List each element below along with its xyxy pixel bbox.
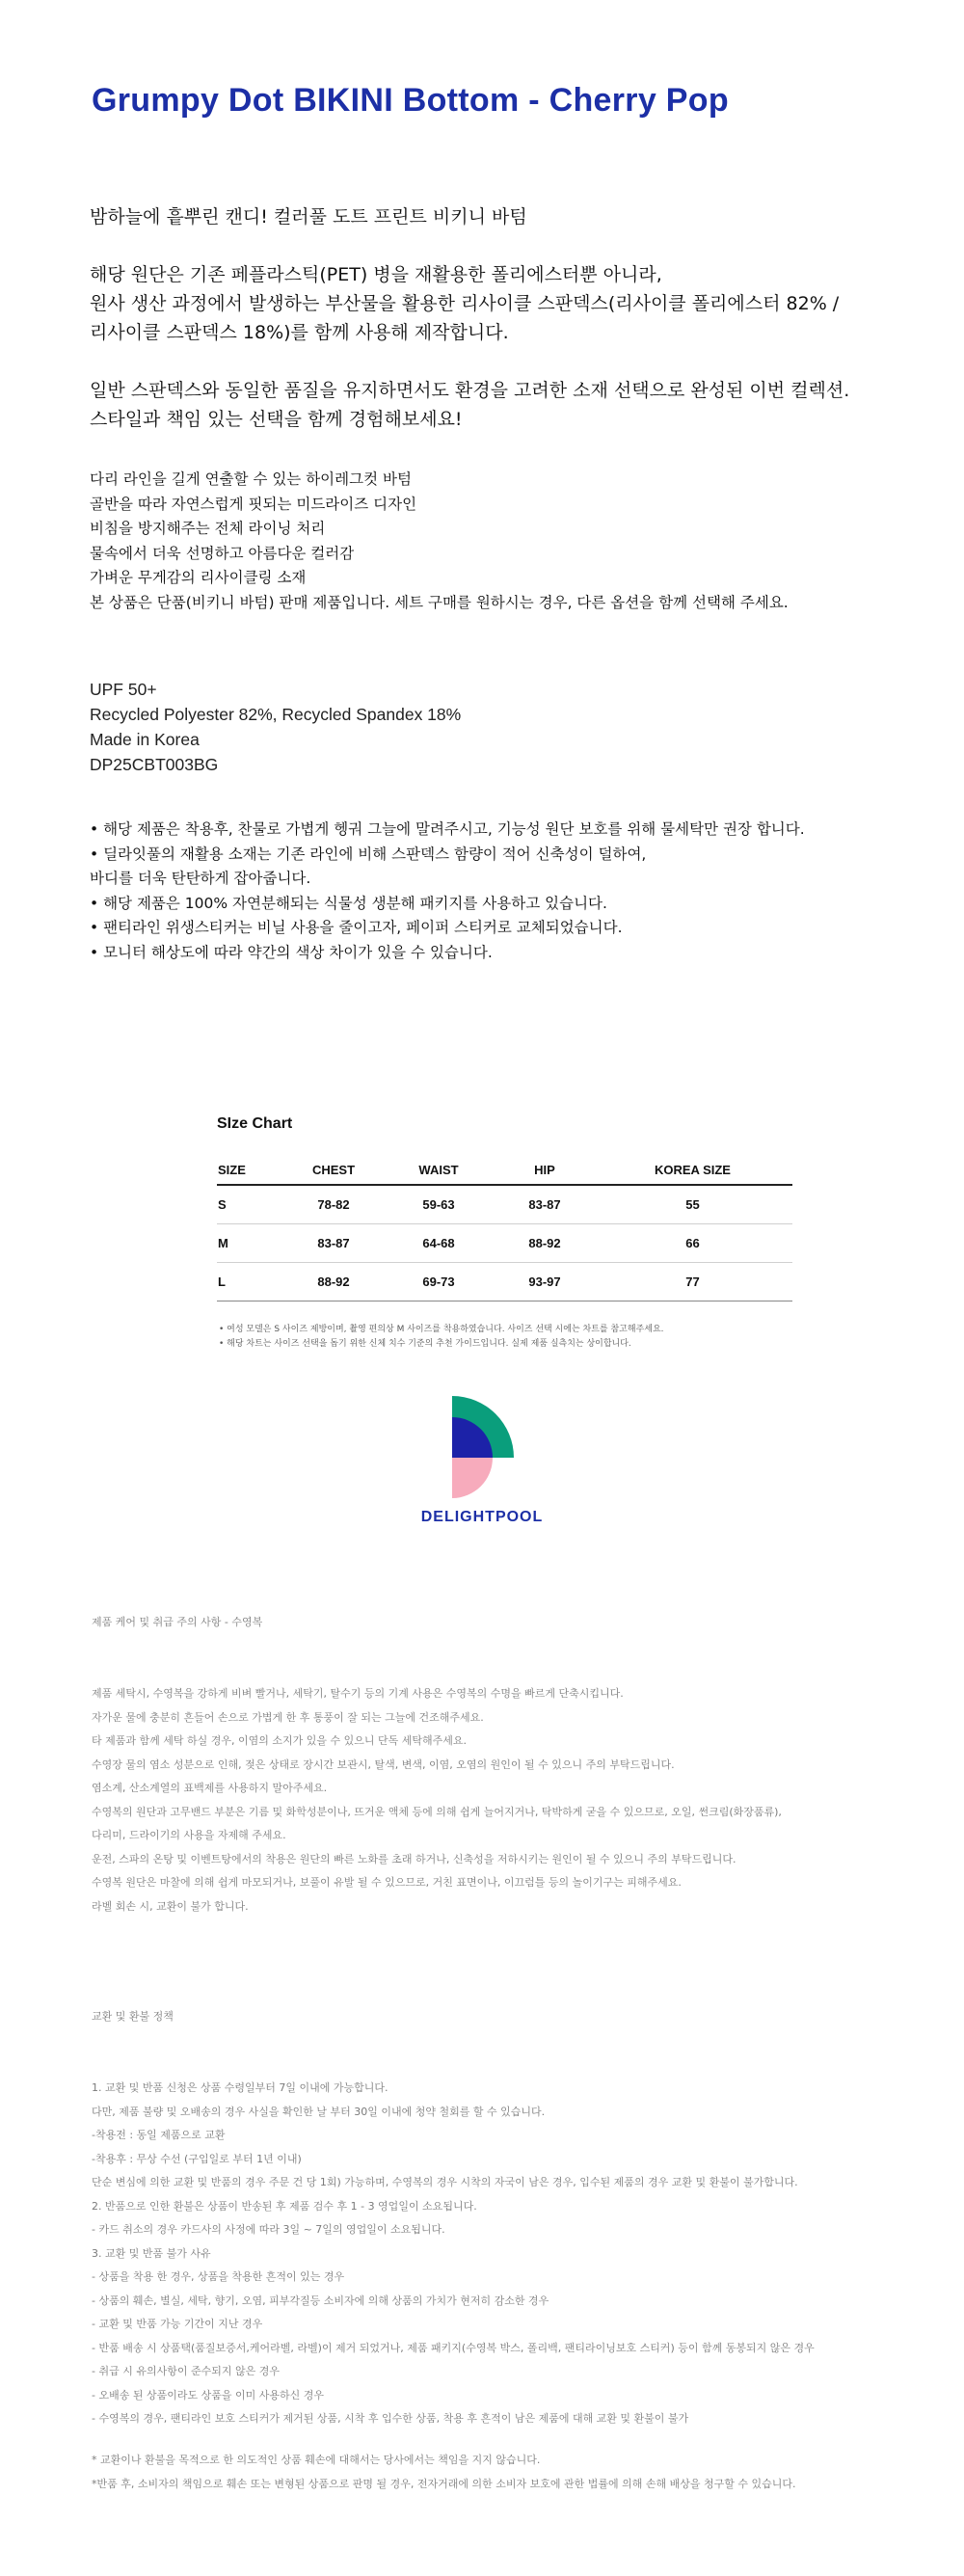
care-line: 자가운 물에 충분히 흔들어 손으로 가볍게 한 후 통풍이 잘 되는 그늘에 건조해주세요. (92, 1710, 484, 1724)
policy-line: - 카드 취소의 경우 카드사의 사정에 따라 3일 ~ 7일의 영업일이 소요됩니다. (92, 2223, 445, 2236)
feature-item: 가벼운 무게감의 리사이클링 소재 (90, 569, 307, 586)
feature-list (90, 468, 938, 615)
feature-item: 본 상품은 단품(비키니 바텀) 판매 제품입니다. 세트 구매를 원하시는 경우, 다른 옵션을 함께 선택해 주세요. (90, 593, 789, 611)
table-row (217, 1185, 792, 1224)
policy-line: - 반품 배송 시 상품택(품질보증서,케어라벨, 라벨)이 제거 되었거나, 제품 패키지(수영복 박스, 폴리백, 팬티라이닝보호 스티커) 등이 함께 동봉되지 않은 경우 (92, 2341, 815, 2354)
intro-paragraph-2 (90, 376, 938, 434)
care-line: 타 제품과 함께 세탁 하실 경우, 이염의 소지가 있을 수 있으니 단독 세탁해주세요. (92, 1734, 467, 1747)
policy-line: 단순 변심에 의한 교환 및 반품의 경우 주문 건 당 1회) 가능하며, 수영복의 경우 시착의 자국이 남은 경우, 입수된 제품의 경우 교환 및 환불이 불가합니다. (92, 2176, 798, 2188)
spec-item: UPF 50+ (90, 680, 157, 699)
feature-item: 골반을 따라 자연스럽게 핏되는 미드라이즈 디자인 (90, 495, 417, 513)
policy-lines (92, 2077, 940, 2431)
policy-line: -착용전 : 동일 제품으로 교환 (92, 2129, 226, 2141)
policy-heading-block (92, 2005, 940, 2029)
table-cell: 83-87 (286, 1224, 381, 1263)
care-heading-block (92, 1611, 940, 1635)
care-line: 수영복의 원단과 고무밴드 부분은 기름 및 화학성분이나, 뜨거운 액체 등에 의해 쉽게 늘어지거나, 탁박하게 굳을 수 있으므로, 오일, 썬크림(화장품류), (92, 1805, 782, 1818)
policy-heading: 교환 및 환불 정책 (92, 2010, 174, 2023)
intro-line: 해당 원단은 기존 페플라스틱(PET) 병을 재활용한 폴리에스터뿐 아니라, (90, 264, 662, 285)
size-chart-header-row (217, 1155, 792, 1185)
policy-footnote: * 교환이나 환불을 목적으로 한 의도적인 상품 훼손에 대해서는 당사에서는 책임을 지지 않습니다. (92, 2454, 541, 2466)
care-heading: 제품 케어 및 취급 주의 사항 - 수영복 (92, 1616, 263, 1628)
product-title: Grumpy Dot BIKINI Bottom - Cherry Pop (92, 82, 729, 119)
spec-list (90, 677, 938, 777)
spec-item: Made in Korea (90, 730, 200, 749)
size-chart-notes (219, 1323, 664, 1352)
size-note: • 해당 차트는 사이즈 선택을 돕기 위한 신체 치수 기준의 추천 가이드입니다. 실제 제품 실측치는 상이합니다. (219, 1339, 631, 1349)
policy-line: - 상품의 훼손, 별실, 세탁, 향기, 오염, 피부각질등 소비자에 의해 상품의 가치가 현저히 감소한 경우 (92, 2294, 549, 2307)
policy-line: -착용후 : 무상 수선 (구입일로 부터 1년 이내) (92, 2152, 302, 2165)
logo-pink-half (452, 1458, 493, 1498)
intro-line: 원사 생산 과정에서 발생하는 부산물을 활용한 리사이클 스판덱스(리사이클 폴리에스터 82% / (90, 293, 840, 314)
feature-item: 다리 라인을 길게 연출할 수 있는 하이레그컷 바텀 (90, 470, 412, 488)
notice-item: • 해당 제품은 100% 자연분해되는 식물성 생분해 패키지를 사용하고 있습니다. (90, 894, 607, 912)
brand-logo-text: DELIGHTPOOL (420, 1509, 544, 1525)
intro-line: 리사이클 스판덱스 18%)를 함께 사용해 제작합니다. (90, 322, 509, 343)
notice-item: • 해당 제품은 착용후, 찬물로 가볍게 헹궈 그늘에 말려주시고, 기능성 원단 보호를 위해 물세탁만 권장 합니다. (90, 820, 805, 838)
intro-tagline-block (90, 202, 938, 231)
care-line: 수영장 물의 염소 성분으로 인해, 젖은 상태로 장시간 보관시, 탈색, 변색, 이염, 오염의 원인이 될 수 있으니 주의 부탁드립니다. (92, 1758, 675, 1771)
table-cell: 77 (593, 1263, 792, 1301)
table-cell: 83-87 (496, 1185, 593, 1224)
table-row (217, 1224, 792, 1263)
care-line: 운전, 스파의 온탕 및 이벤트탕에서의 착용은 원단의 빠른 노화를 초래 하거나, 신축성을 저하시키는 원인이 될 수 있으니 주의 부탁드립니다. (92, 1852, 736, 1865)
care-instructions (92, 1682, 940, 1919)
intro-paragraph-1 (90, 260, 938, 347)
policy-line: - 오배송 된 상품이라도 상품을 이미 사용하신 경우 (92, 2388, 324, 2402)
policy-line: - 취급 시 유의사항이 준수되지 않은 경우 (92, 2365, 280, 2377)
policy-footnote: *반품 후, 소비자의 책임으로 훼손 또는 변형된 상품으로 판명 될 경우, 전자거래에 의한 소비자 보호에 관한 법률에 의해 손해 배상을 청구할 수 있습니다. (92, 2477, 796, 2490)
table-cell: S (217, 1185, 286, 1224)
table-cell: 88-92 (286, 1263, 381, 1301)
spec-item: Recycled Polyester 82%, Recycled Spandex 18% (90, 705, 462, 724)
spec-item: DP25CBT003BG (90, 755, 219, 774)
column-header: WAIST (381, 1155, 496, 1185)
table-cell: 69-73 (381, 1263, 496, 1301)
notice-item: • 모니터 해상도에 따라 약간의 색상 차이가 있을 수 있습니다. (90, 943, 493, 961)
table-cell: 78-82 (286, 1185, 381, 1224)
size-note: • 여성 모델은 S 사이즈 제방이며, 촬영 편의상 M 사이즈를 착용하였습니다. 사이즈 선택 시에는 차트를 참고해주세요. (219, 1325, 664, 1334)
table-cell: M (217, 1224, 286, 1263)
table-row (217, 1263, 792, 1301)
policy-line: 1. 교환 및 반품 신청은 상품 수령일부터 7일 이내에 가능합니다. (92, 2081, 388, 2094)
care-line: 제품 세탁시, 수영복을 강하게 비벼 빨거나, 세탁기, 탈수기 등의 기계 사용은 수영복의 수명을 빠르게 단축시킵니다. (92, 1687, 624, 1700)
notice-item: • 딜라잇풀의 재활용 소재는 기존 라인에 비해 스판덱스 함량이 적어 신축성이 덜하여, (90, 845, 647, 863)
notice-list (90, 818, 938, 965)
table-cell: 59-63 (381, 1185, 496, 1224)
table-cell: 55 (593, 1185, 792, 1224)
policy-footnotes (92, 2449, 940, 2496)
size-chart-title: SIze Chart (217, 1115, 293, 1132)
table-cell: 64-68 (381, 1224, 496, 1263)
delightpool-logo-mark (448, 1396, 518, 1500)
table-cell: L (217, 1263, 286, 1301)
notice-item: 바디를 더욱 탄탄하게 잡아줍니다. (90, 870, 311, 887)
care-line: 염소계, 산소계열의 표백제를 사용하지 말아주세요. (92, 1782, 328, 1794)
size-chart-table (217, 1155, 792, 1301)
policy-line: 다만, 제품 불량 및 오배송의 경우 사실을 확인한 날 부터 30일 이내에 청약 철회를 할 수 있습니다. (92, 2105, 546, 2118)
policy-line: - 상품을 착용 한 경우, 상품을 착용한 흔적이 있는 경우 (92, 2270, 345, 2283)
table-cell: 66 (593, 1224, 792, 1263)
intro-line: 스타일과 책임 있는 선택을 함께 경험해보세요! (90, 409, 463, 430)
intro-line: 일반 스판덱스와 동일한 품질을 유지하면서도 환경을 고려한 소재 선택으로 완성된 이번 컬렉션. (90, 380, 850, 401)
intro-tagline: 밤하늘에 흩뿌린 캔디! 컬러풀 도트 프린트 비키니 바텀 (90, 206, 527, 228)
table-cell: 88-92 (496, 1224, 593, 1263)
table-cell: 93-97 (496, 1263, 593, 1301)
notice-item: • 팬티라인 위생스티커는 비닐 사용을 줄이고자, 페이퍼 스티커로 교체되었습니다. (90, 919, 623, 936)
column-header: CHEST (286, 1155, 381, 1185)
feature-item: 비침을 방지해주는 전체 라이닝 처리 (90, 520, 326, 537)
column-header: HIP (496, 1155, 593, 1185)
care-line: 수영복 원단은 마찰에 의해 쉽게 마모되거나, 보풀이 유발 될 수 있으므로, 거친 표면이나, 이끄럼틀 등의 놀이기구는 피해주세요. (92, 1876, 682, 1889)
policy-line: 2. 반품으로 인한 환불은 상품이 반송된 후 제품 검수 후 1 - 3 영업일이 소요됩니다. (92, 2199, 477, 2213)
policy-line: 3. 교환 및 반품 불가 사유 (92, 2246, 211, 2260)
feature-item: 물속에서 더욱 선명하고 아름다운 컬러감 (90, 544, 355, 562)
care-line: 라벨 회손 시, 교환이 불가 합니다. (92, 1899, 249, 1913)
care-line: 다리미, 드라이기의 사용을 자제해 주세요. (92, 1829, 286, 1841)
column-header: KOREA SIZE (593, 1155, 792, 1185)
policy-line: - 교환 및 반품 가능 기간이 지난 경우 (92, 2318, 263, 2330)
column-header: SIZE (217, 1155, 286, 1185)
policy-line: - 수영복의 경우, 팬티라인 보호 스티커가 제거된 상품, 시착 후 입수한 상품, 착용 후 흔적이 남은 제품에 대해 교환 및 환불이 불가 (92, 2412, 689, 2425)
